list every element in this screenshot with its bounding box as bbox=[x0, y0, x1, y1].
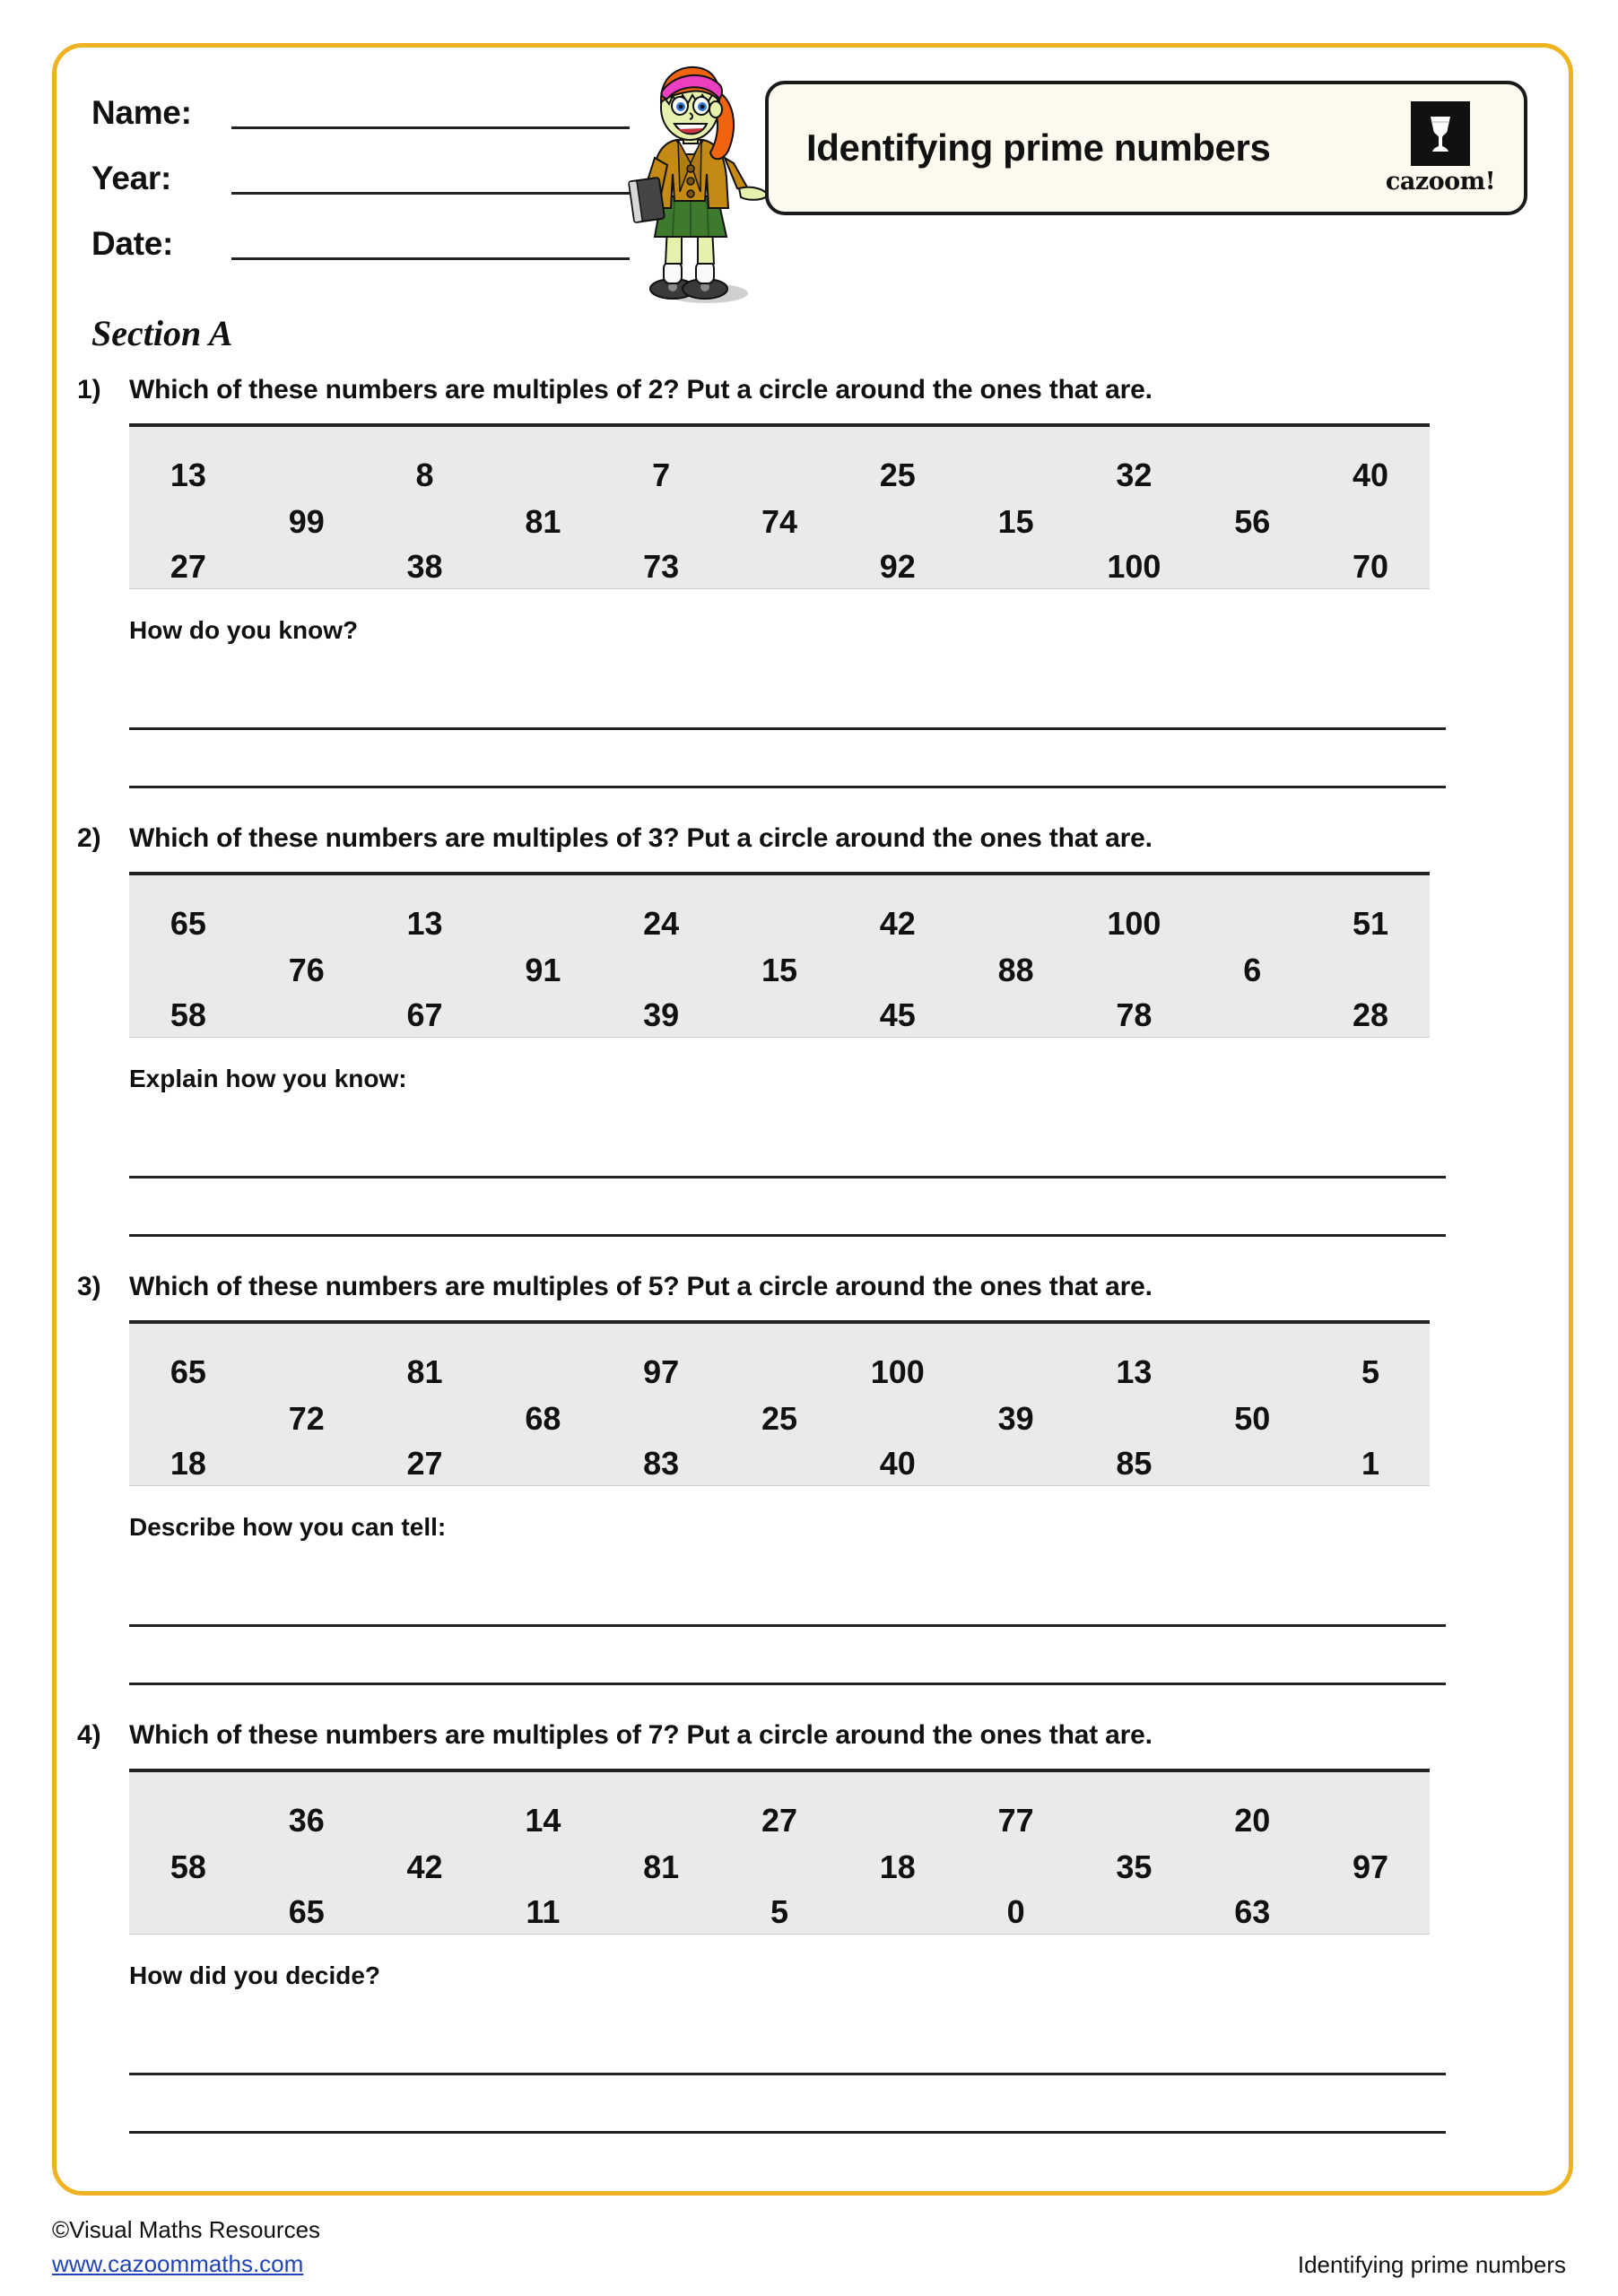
number-cell[interactable]: 38 bbox=[406, 548, 443, 585]
number-column bbox=[483, 875, 602, 1037]
number-column bbox=[602, 875, 720, 1037]
number-column bbox=[957, 1772, 1075, 1934]
question-2-number-box[interactable] bbox=[129, 872, 1430, 1038]
year-label: Year: bbox=[91, 160, 172, 196]
number-column bbox=[1311, 1324, 1430, 1485]
date-input-line[interactable] bbox=[231, 227, 630, 260]
number-cell[interactable]: 91 bbox=[525, 952, 561, 988]
number-column bbox=[1075, 875, 1194, 1037]
number-cell[interactable]: 42 bbox=[879, 905, 916, 942]
number-cell[interactable]: 58 bbox=[170, 1848, 206, 1885]
number-cell[interactable]: 36 bbox=[288, 1802, 325, 1839]
question-3 bbox=[52, 1272, 1573, 1720]
number-cell[interactable]: 13 bbox=[406, 905, 443, 942]
number-column bbox=[839, 1324, 957, 1485]
number-column bbox=[839, 1772, 957, 1934]
year-field-row bbox=[91, 153, 630, 195]
number-column bbox=[839, 427, 957, 588]
number-cell[interactable]: 81 bbox=[643, 1848, 680, 1885]
answer-line[interactable] bbox=[129, 1627, 1446, 1685]
number-cell[interactable]: 100 bbox=[870, 1353, 925, 1390]
answer-line[interactable] bbox=[129, 2017, 1446, 2075]
number-cell[interactable]: 42 bbox=[406, 1848, 443, 1885]
number-cell[interactable]: 18 bbox=[879, 1848, 916, 1885]
number-cell[interactable]: 5 bbox=[770, 1893, 788, 1930]
number-column bbox=[1193, 1772, 1311, 1934]
title-card bbox=[765, 81, 1527, 215]
question-4-heading bbox=[52, 1720, 1573, 1751]
question-4-number: 4) bbox=[77, 1720, 101, 1750]
number-column bbox=[720, 875, 839, 1037]
number-column bbox=[366, 1324, 484, 1485]
question-1-number-box[interactable] bbox=[129, 423, 1430, 589]
number-cell[interactable]: 27 bbox=[761, 1802, 797, 1839]
number-cell[interactable]: 100 bbox=[1107, 905, 1161, 942]
number-cell[interactable]: 97 bbox=[643, 1353, 680, 1390]
answer-line[interactable] bbox=[129, 730, 1446, 788]
number-column bbox=[483, 1772, 602, 1934]
number-cell[interactable]: 35 bbox=[1116, 1848, 1153, 1885]
number-cell[interactable]: 81 bbox=[525, 503, 561, 540]
number-column bbox=[1193, 875, 1311, 1037]
number-column bbox=[248, 1772, 366, 1934]
question-3-answer-area[interactable] bbox=[129, 1569, 1446, 1685]
question-3-heading bbox=[52, 1272, 1573, 1302]
number-cell[interactable]: 39 bbox=[643, 996, 680, 1033]
number-cell[interactable]: 32 bbox=[1116, 457, 1153, 493]
footer-sheet-name: Identifying prime numbers bbox=[1297, 2251, 1566, 2278]
number-column bbox=[1311, 875, 1430, 1037]
number-cell[interactable]: 72 bbox=[288, 1400, 325, 1437]
number-column bbox=[129, 875, 248, 1037]
number-cell[interactable]: 81 bbox=[406, 1353, 443, 1390]
question-2-text: Which of these numbers are multiples of 3? Put a circle around the ones that are. bbox=[129, 823, 1153, 853]
number-column bbox=[1311, 427, 1430, 588]
number-cell[interactable]: 65 bbox=[170, 905, 206, 942]
name-input-line[interactable] bbox=[231, 96, 630, 129]
number-cell[interactable]: 74 bbox=[761, 503, 797, 540]
question-2 bbox=[52, 823, 1573, 1272]
question-4 bbox=[52, 1720, 1573, 2169]
question-2-number: 2) bbox=[77, 823, 101, 853]
number-cell[interactable]: 76 bbox=[288, 952, 325, 988]
question-4-answer-area[interactable] bbox=[129, 2017, 1446, 2134]
number-cell[interactable]: 18 bbox=[170, 1445, 206, 1482]
number-column bbox=[366, 875, 484, 1037]
number-cell[interactable]: 83 bbox=[643, 1445, 680, 1482]
number-column bbox=[483, 427, 602, 588]
number-column bbox=[602, 1772, 720, 1934]
question-3-number: 3) bbox=[77, 1272, 101, 1301]
number-column bbox=[1075, 1772, 1194, 1934]
number-cell[interactable]: 99 bbox=[288, 503, 325, 540]
number-cell[interactable]: 1 bbox=[1361, 1445, 1380, 1482]
number-cell[interactable]: 40 bbox=[1353, 457, 1389, 493]
number-column bbox=[248, 1324, 366, 1485]
number-cell[interactable]: 24 bbox=[643, 905, 680, 942]
name-field-row bbox=[91, 88, 630, 129]
number-cell[interactable]: 70 bbox=[1353, 548, 1389, 585]
number-cell[interactable]: 40 bbox=[879, 1445, 916, 1482]
number-cell[interactable]: 13 bbox=[1116, 1353, 1153, 1390]
number-column bbox=[1193, 427, 1311, 588]
answer-line[interactable] bbox=[129, 1178, 1446, 1237]
question-2-heading bbox=[52, 823, 1573, 854]
number-cell[interactable]: 7 bbox=[652, 457, 671, 493]
number-column bbox=[129, 1772, 248, 1934]
number-cell[interactable]: 65 bbox=[288, 1893, 325, 1930]
question-2-prompt: Explain how you know: bbox=[129, 1065, 407, 1092]
number-column bbox=[1075, 427, 1194, 588]
number-column bbox=[957, 1324, 1075, 1485]
number-cell[interactable]: 78 bbox=[1116, 996, 1153, 1033]
number-cell[interactable]: 6 bbox=[1243, 952, 1262, 988]
number-cell[interactable]: 100 bbox=[1107, 548, 1161, 585]
number-column bbox=[720, 1324, 839, 1485]
section-heading: Section A bbox=[91, 313, 233, 353]
question-1 bbox=[52, 375, 1573, 823]
number-column bbox=[248, 875, 366, 1037]
number-column bbox=[1075, 1324, 1194, 1485]
question-1-heading bbox=[52, 375, 1573, 405]
number-cell[interactable]: 25 bbox=[879, 457, 916, 493]
answer-line[interactable] bbox=[129, 1569, 1446, 1627]
number-column bbox=[129, 427, 248, 588]
schoolgirl-illustration bbox=[608, 57, 779, 309]
question-3-text: Which of these numbers are multiples of 5? Put a circle around the ones that are. bbox=[129, 1272, 1153, 1301]
number-cell[interactable]: 5 bbox=[1361, 1353, 1380, 1390]
number-cell[interactable]: 28 bbox=[1353, 996, 1389, 1033]
answer-line[interactable] bbox=[129, 1120, 1446, 1178]
number-cell[interactable]: 77 bbox=[997, 1802, 1034, 1839]
number-cell[interactable]: 27 bbox=[170, 548, 206, 585]
number-cell[interactable]: 56 bbox=[1234, 503, 1271, 540]
number-cell[interactable]: 50 bbox=[1234, 1400, 1271, 1437]
number-column bbox=[720, 1772, 839, 1934]
number-cell[interactable]: 85 bbox=[1116, 1445, 1153, 1482]
question-4-prompt: How did you decide? bbox=[129, 1961, 381, 1989]
number-column bbox=[720, 427, 839, 588]
number-cell[interactable]: 88 bbox=[997, 952, 1034, 988]
question-4-number-box[interactable] bbox=[129, 1769, 1430, 1935]
number-cell[interactable]: 11 bbox=[526, 1893, 561, 1930]
date-label: Date: bbox=[91, 225, 174, 262]
question-1-prompt: How do you know? bbox=[129, 616, 359, 644]
question-2-answer-area[interactable] bbox=[129, 1120, 1446, 1237]
question-1-answer-area[interactable] bbox=[129, 672, 1446, 788]
worksheet-header bbox=[52, 43, 1573, 303]
page-footer bbox=[52, 2213, 1580, 2296]
number-cell[interactable]: 92 bbox=[879, 548, 916, 585]
question-3-number-box[interactable] bbox=[129, 1320, 1430, 1486]
number-cell[interactable]: 67 bbox=[406, 996, 443, 1033]
number-cell[interactable]: 27 bbox=[406, 1445, 443, 1482]
number-cell[interactable]: 63 bbox=[1234, 1893, 1271, 1930]
number-column bbox=[366, 1772, 484, 1934]
number-column bbox=[1311, 1772, 1430, 1934]
answer-line[interactable] bbox=[129, 2075, 1446, 2134]
page-content bbox=[52, 43, 1573, 2196]
cazoom-cup-icon bbox=[1411, 101, 1470, 166]
cazoom-wordmark: cazoom! bbox=[1385, 167, 1496, 196]
number-column bbox=[602, 1324, 720, 1485]
questions-list bbox=[52, 375, 1573, 2169]
number-cell[interactable]: 65 bbox=[170, 1353, 206, 1390]
number-column bbox=[248, 427, 366, 588]
number-cell[interactable]: 0 bbox=[1006, 1893, 1025, 1930]
number-column bbox=[366, 427, 484, 588]
website-link[interactable]: www.cazoommaths.com bbox=[52, 2249, 304, 2277]
number-cell[interactable]: 20 bbox=[1234, 1802, 1271, 1839]
question-1-number: 1) bbox=[77, 375, 101, 404]
number-cell[interactable]: 39 bbox=[997, 1400, 1034, 1437]
name-label: Name: bbox=[91, 94, 192, 131]
number-cell[interactable]: 68 bbox=[525, 1400, 561, 1437]
number-cell[interactable]: 97 bbox=[1353, 1848, 1389, 1885]
year-input-line[interactable] bbox=[231, 161, 630, 195]
cazoom-logo bbox=[1385, 101, 1496, 196]
number-cell[interactable]: 15 bbox=[997, 503, 1034, 540]
number-column bbox=[483, 1324, 602, 1485]
number-column bbox=[957, 427, 1075, 588]
question-4-text: Which of these numbers are multiples of 7? Put a circle around the ones that are. bbox=[129, 1720, 1153, 1750]
copyright-text: ©Visual Maths Resources bbox=[52, 2216, 321, 2243]
number-cell[interactable]: 25 bbox=[761, 1400, 797, 1437]
question-1-text: Which of these numbers are multiples of 2? Put a circle around the ones that are. bbox=[129, 375, 1153, 404]
number-cell[interactable]: 14 bbox=[525, 1802, 561, 1839]
number-column bbox=[1193, 1324, 1311, 1485]
number-cell[interactable]: 15 bbox=[761, 952, 797, 988]
number-column bbox=[957, 875, 1075, 1037]
question-3-prompt: Describe how you can tell: bbox=[129, 1513, 447, 1541]
date-field-row bbox=[91, 219, 630, 260]
number-cell[interactable]: 58 bbox=[170, 996, 206, 1033]
number-cell[interactable]: 45 bbox=[879, 996, 916, 1033]
number-column bbox=[602, 427, 720, 588]
number-cell[interactable]: 51 bbox=[1353, 905, 1389, 942]
number-column bbox=[129, 1324, 248, 1485]
footer-left-block bbox=[52, 2213, 320, 2281]
number-cell[interactable]: 8 bbox=[415, 457, 434, 493]
number-cell[interactable]: 73 bbox=[643, 548, 680, 585]
student-details-block bbox=[91, 88, 630, 284]
page-title: Identifying prime numbers bbox=[806, 126, 1271, 170]
number-column bbox=[839, 875, 957, 1037]
answer-line[interactable] bbox=[129, 672, 1446, 730]
number-cell[interactable]: 13 bbox=[170, 457, 206, 493]
